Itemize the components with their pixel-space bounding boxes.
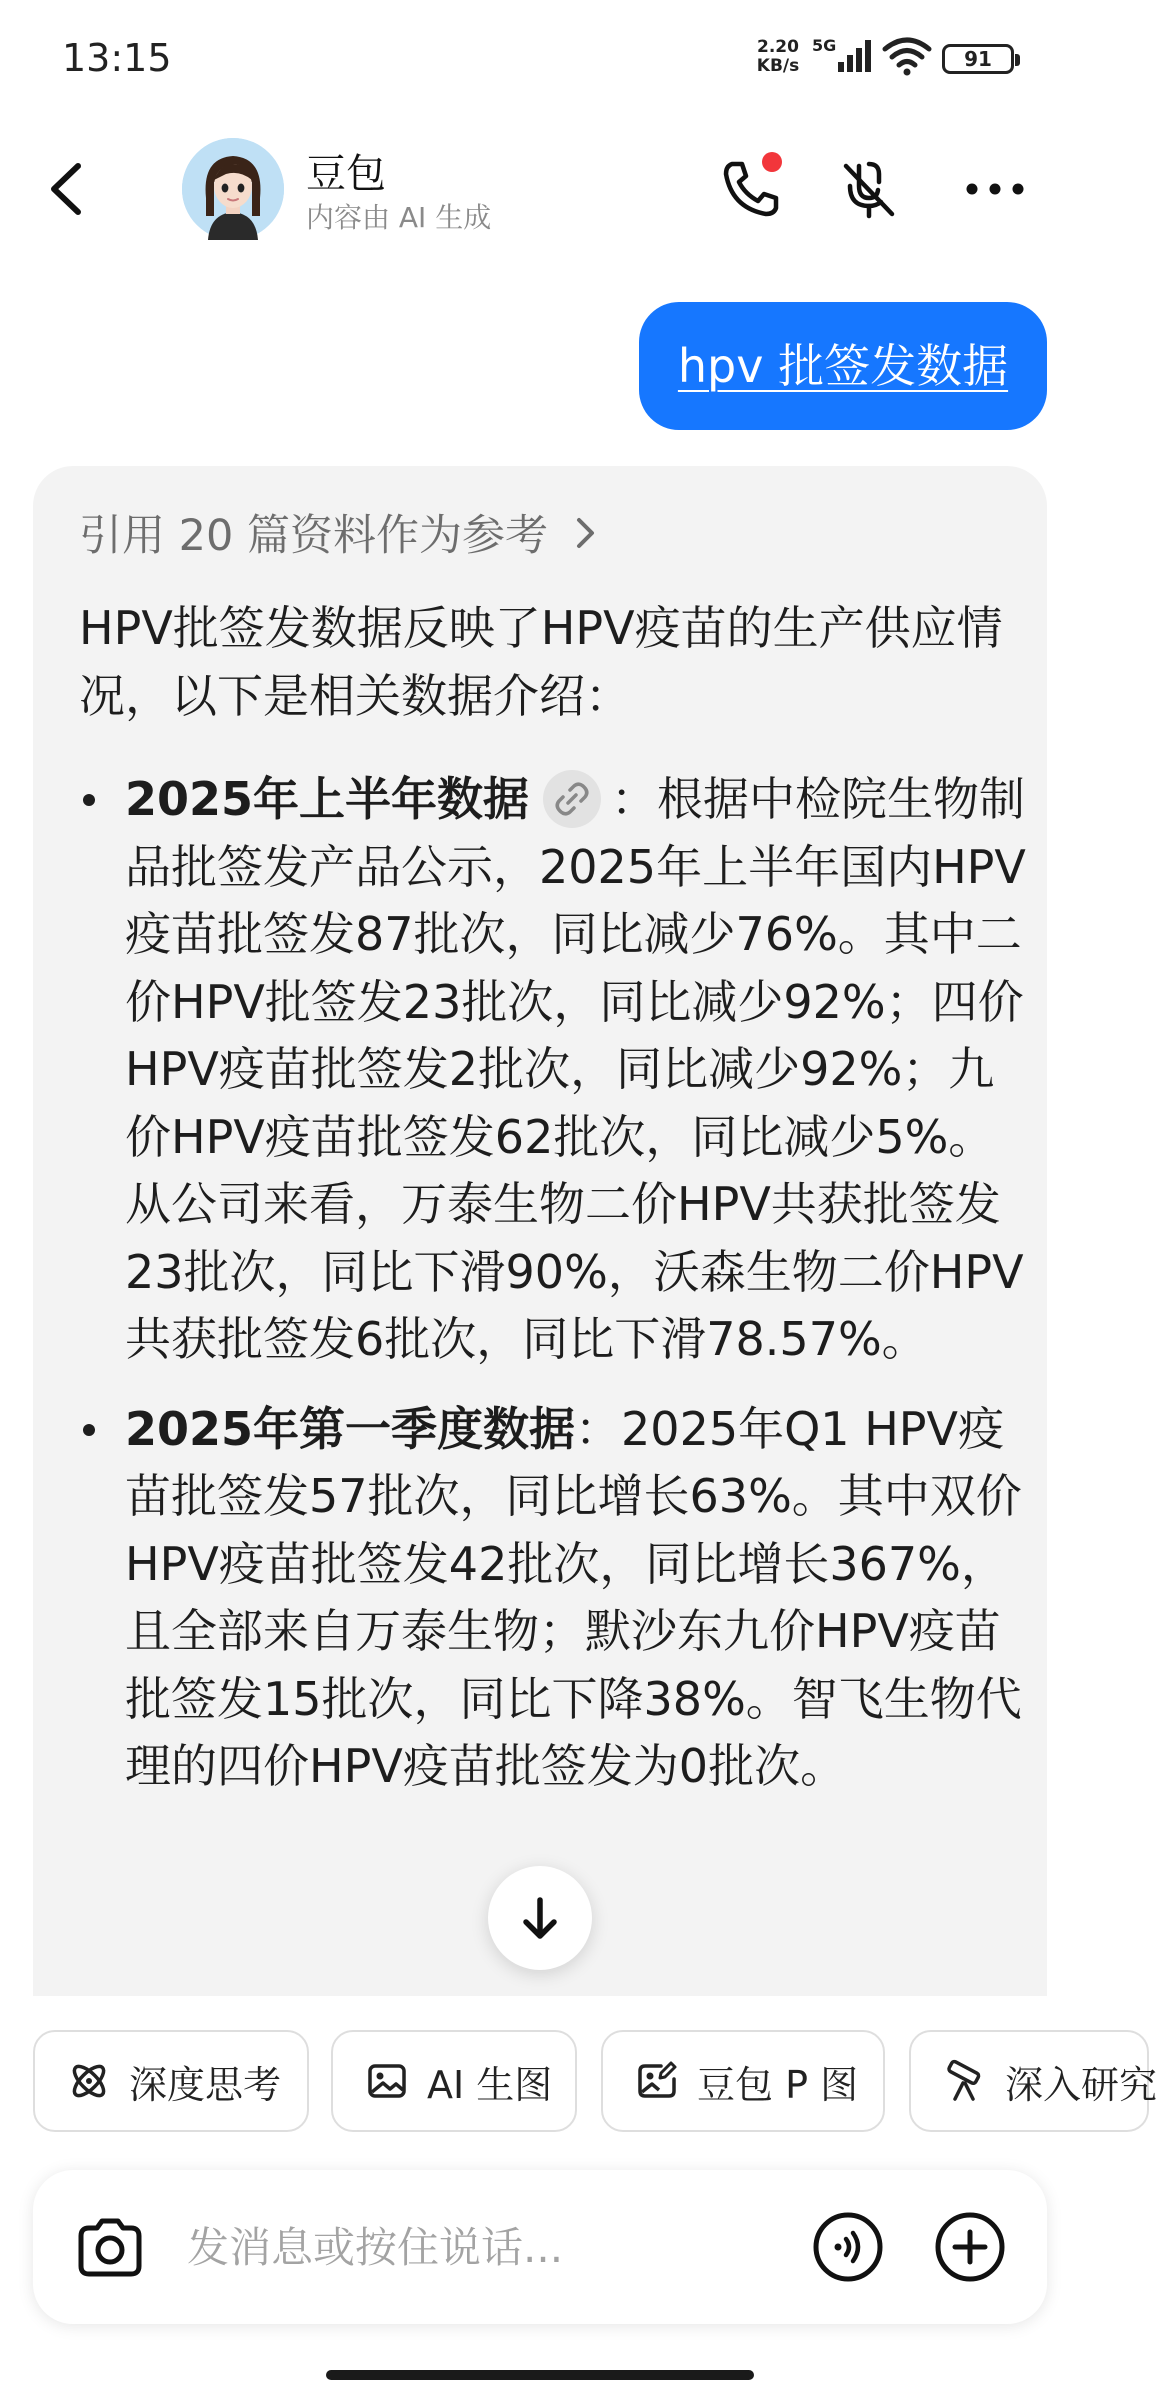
message-composer <box>33 2170 1047 2324</box>
network-speed-unit: KB/s <box>756 56 800 76</box>
references-link[interactable] <box>79 502 598 563</box>
bullet-separator: ： <box>575 1401 622 1456</box>
bullet-body: 2025年Q1 HPV疫苗批签发57批次，同比增长63%。其中双价HPV疫苗批签发42批次，同比增长367%，且全部来自万泰生物；默沙东九价HPV疫苗批签发15批次，同比下降38%。智飞生物代理的四价HPV疫苗批签发为0批次。 <box>125 1401 1022 1793</box>
chip-label: AI 生图 <box>427 2062 553 2107</box>
chip-label: 豆包 P 图 <box>697 2062 859 2107</box>
status-bar <box>0 0 1080 120</box>
chip-deep-research[interactable] <box>909 2030 1157 2132</box>
bot-name: 豆包 <box>306 151 386 197</box>
ai-answer-card <box>33 466 1047 1996</box>
battery-indicator: 91 <box>942 44 1014 74</box>
notification-badge <box>762 152 782 172</box>
message-input[interactable] <box>187 2170 787 2324</box>
image-icon <box>365 2059 409 2103</box>
avatar[interactable] <box>182 138 284 240</box>
list-item <box>79 1396 1029 1801</box>
bullet-title: 2025年上半年数据 <box>125 772 530 826</box>
quick-action-chips <box>0 2030 1157 2134</box>
chip-deep-thinking[interactable] <box>33 2030 309 2132</box>
network-speed <box>752 38 804 76</box>
chip-photo-edit[interactable] <box>601 2030 885 2132</box>
status-time: 13:15 <box>62 36 172 80</box>
chip-label: 深度思考 <box>129 2062 282 2107</box>
bullet-body: 根据中检院生物制品批签发产品公示，2025年上半年国内HPV疫苗批签发87批次，同比减少76%。其中二价HPV批签发23批次，同比减少92%；四价HPV疫苗批签发2批次，同比减少92%；九价HPV疫苗批签发62批次，同比减少5%。从公司来看，万泰生物二价HPV共获批签发23批次，同比下滑90%，沃森生物二价HPV共获批签发6批次，同比下滑78.57%。 <box>125 772 1026 1366</box>
references-label: 引用 20 篇资料作为参考 <box>79 511 549 561</box>
more-icon[interactable] <box>960 156 1030 222</box>
answer-list <box>79 766 1029 1823</box>
network-speed-value: 2.20 <box>757 37 799 57</box>
chat-header <box>0 120 1080 260</box>
plus-icon[interactable] <box>933 2210 1007 2284</box>
arrow-down-icon <box>488 1866 592 1970</box>
voice-call-icon[interactable] <box>811 2210 885 2284</box>
mute-icon[interactable] <box>836 156 902 222</box>
camera-icon[interactable] <box>73 2210 147 2284</box>
chevron-right-icon <box>574 515 598 551</box>
list-item <box>79 766 1029 1374</box>
source-link-icon[interactable] <box>543 770 601 828</box>
wifi-icon <box>882 36 932 76</box>
signal-icon <box>812 36 872 76</box>
bullet-separator: ： <box>611 772 658 826</box>
ai-generated-note: 内容由 AI 生成 <box>306 201 492 234</box>
scroll-to-bottom-button[interactable] <box>488 1866 592 1970</box>
answer-intro: HPV批签发数据反映了HPV疫苗的生产供应情况，以下是相关数据介绍： <box>79 601 1003 723</box>
chip-ai-image[interactable] <box>331 2030 577 2132</box>
network-type: 5G <box>812 36 837 55</box>
bullet-title: 2025年第一季度数据 <box>125 1401 576 1456</box>
chip-label: 深入研究 <box>1005 2062 1157 2107</box>
user-message-bubble[interactable]: hpv 批签发数据 <box>639 302 1047 430</box>
back-icon[interactable] <box>40 154 100 224</box>
telescope-icon <box>943 2059 987 2103</box>
photo-edit-icon <box>635 2059 679 2103</box>
home-indicator[interactable] <box>326 2370 754 2380</box>
atom-icon <box>67 2059 111 2103</box>
